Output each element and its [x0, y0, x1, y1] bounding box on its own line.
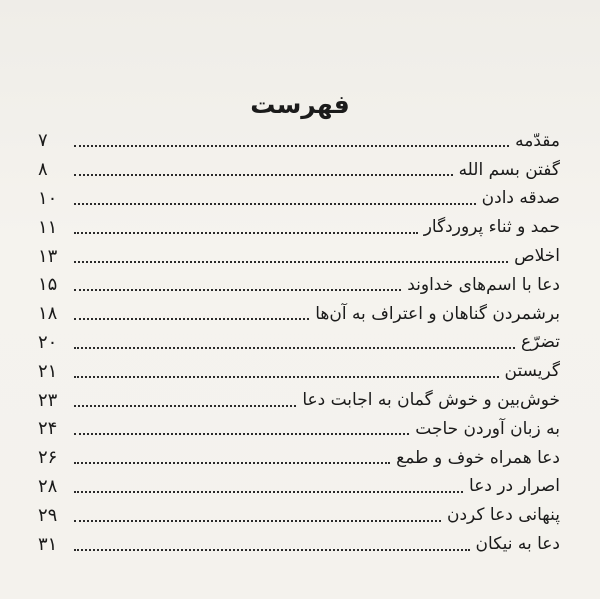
toc-entry-page: ۲۰	[38, 331, 58, 353]
toc-entry-page: ۳۱	[38, 533, 58, 555]
toc-entry-page: ۲۳	[38, 389, 58, 411]
toc-entry-label: مقدّمه	[515, 130, 560, 151]
toc-entry-page: ۱۱	[38, 216, 58, 238]
toc-entry	[38, 530, 560, 559]
table-of-contents	[38, 127, 560, 559]
toc-entry	[38, 213, 560, 242]
dot-leader	[74, 232, 418, 234]
toc-entry-page: ۲۱	[38, 360, 58, 382]
toc-entry	[38, 386, 560, 415]
toc-entry-page: ۱۸	[38, 303, 58, 325]
toc-entry-page: ۲۹	[38, 504, 58, 526]
toc-entry	[38, 242, 560, 271]
toc-entry-label: اصرار در دعا	[469, 476, 560, 497]
toc-entry-page: ۱۰	[38, 187, 58, 209]
toc-entry-page: ۲۶	[38, 447, 58, 469]
dot-leader	[74, 405, 296, 407]
toc-entry-label: گفتن بسم الله	[458, 159, 560, 180]
dot-leader	[74, 491, 463, 493]
toc-entry	[38, 271, 560, 300]
dot-leader	[74, 462, 390, 464]
toc-entry-page: ۲۴	[38, 418, 58, 440]
toc-entry	[38, 127, 560, 156]
toc-entry-label: حمد و ثناء پروردگار	[423, 217, 560, 238]
toc-entry	[38, 300, 560, 329]
dot-leader	[74, 318, 309, 320]
toc-entry-label: اخلاص	[514, 246, 560, 267]
toc-entry-label: تضرّع	[521, 332, 560, 353]
toc-entry-label: دعا به نیکان	[475, 534, 560, 555]
dot-leader	[74, 347, 515, 349]
dot-leader	[74, 376, 499, 378]
dot-leader	[74, 289, 401, 291]
dot-leader	[74, 520, 441, 522]
toc-entry	[38, 329, 560, 358]
toc-entry	[38, 185, 560, 214]
toc-entry	[38, 444, 560, 473]
toc-entry-page: ۲۸	[38, 475, 58, 497]
toc-entry	[38, 156, 560, 185]
toc-entry-page: ۱۳	[38, 245, 58, 267]
toc-entry	[38, 501, 560, 530]
toc-entry-label: پنهانی دعا کردن	[446, 505, 560, 526]
toc-entry-page: ۱۵	[38, 274, 58, 296]
toc-entry-label: خوش‌بین و خوش گمان به اجابت دعا	[302, 390, 560, 411]
dot-leader	[74, 174, 453, 176]
toc-entry-label: گریستن	[504, 361, 560, 382]
dot-leader	[74, 261, 508, 263]
dot-leader	[74, 549, 470, 551]
toc-entry	[38, 415, 560, 444]
toc-entry-page: ۸	[38, 159, 48, 181]
dot-leader	[74, 433, 409, 435]
toc-entry	[38, 357, 560, 386]
toc-entry	[38, 473, 560, 502]
dot-leader	[74, 203, 476, 205]
toc-entry-label: به زبان آوردن حاجت	[415, 418, 560, 439]
toc-entry-page: ۷	[38, 130, 48, 152]
toc-entry-label: برشمردن گناهان و اعتراف به آن‌ها	[315, 303, 560, 324]
dot-leader	[74, 145, 509, 147]
toc-entry-label: صدقه دادن	[481, 188, 560, 209]
toc-entry-label: دعا با اسم‌های خداوند	[407, 274, 560, 295]
toc-entry-label: دعا همراه خوف و طمع	[396, 447, 560, 468]
toc-title: فهرست	[250, 90, 350, 119]
